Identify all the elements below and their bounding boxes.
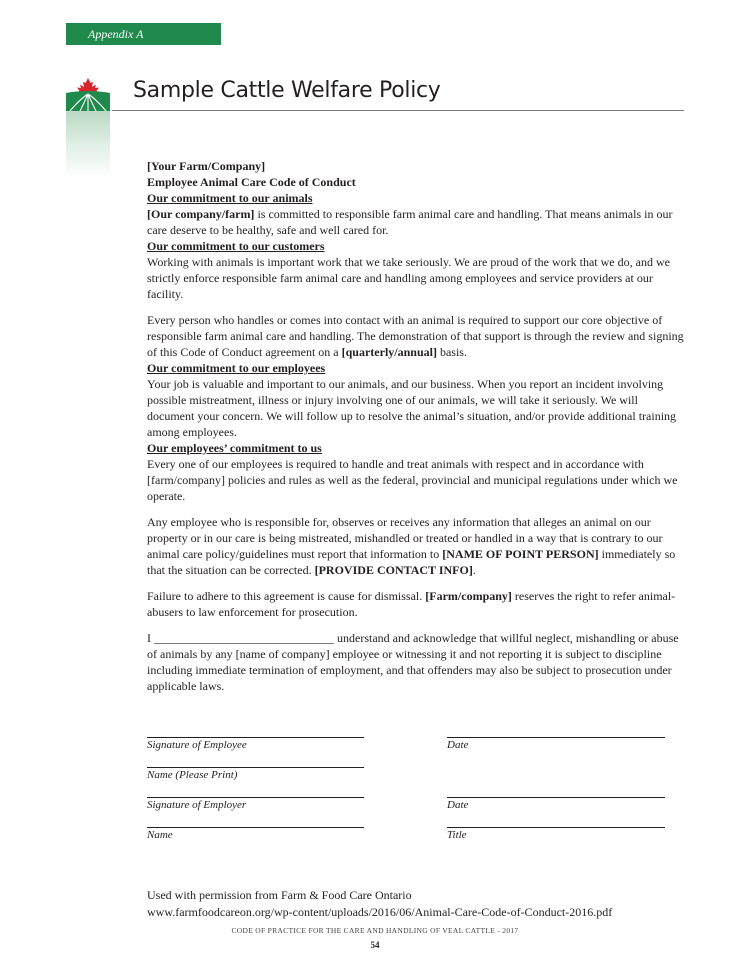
maple-leaf-field-logo	[66, 77, 110, 111]
title-rule	[112, 110, 684, 111]
permission-credit	[147, 887, 707, 921]
code-title: Employee Animal Care Code of Conduct	[147, 175, 356, 189]
title-label: Title	[447, 829, 467, 841]
side-gradient-bar	[66, 110, 110, 178]
employer-signature-label: Signature of Employer	[147, 799, 247, 811]
section-commitment-p2: Any employee who is responsible for, observes or receives any information that alleges an animal on our property or in our care is being mistreated, mishandled or treated or handled in a way that is contrary to our animal care policy/guidelines must report that information to [NAME OF POINT PERSON] immediately so that the situation can be corrected. [PROVIDE CONTACT INFO].	[147, 515, 676, 577]
employee-signature-label: Signature of Employee	[147, 739, 247, 751]
name-line[interactable]	[147, 827, 364, 828]
footer-code-line: CODE OF PRACTICE FOR THE CARE AND HANDLING OF VEAL CATTLE - 2017	[231, 926, 519, 935]
section-animals-text: [Our company/farm] is committed to responsible farm animal care and handling. That means animals in our care deserve to be healthy, safe and well cared for.	[147, 207, 673, 237]
signature-block	[147, 737, 667, 847]
employee-signature-line[interactable]	[147, 737, 364, 738]
section-animals-title: Our commitment to our animals	[147, 191, 313, 205]
date-label-1: Date	[447, 739, 469, 751]
credit-text: Used with permission from Farm & Food Care Ontario	[147, 888, 412, 902]
source-url[interactable]: www.farmfoodcareon.org/wp-content/uploads/2016/06/Animal-Care-Code-of-Conduct-2016.pdf	[147, 905, 613, 919]
code-of-conduct-body	[147, 158, 687, 694]
date-label-2: Date	[447, 799, 469, 811]
page-number: 54	[370, 940, 380, 950]
date-line-1[interactable]	[447, 737, 665, 738]
section-employees-title: Our commitment to our employees	[147, 361, 326, 375]
date-line-2[interactable]	[447, 797, 665, 798]
section-customers-title: Our commitment to our customers	[147, 239, 325, 253]
employer-signature-line[interactable]	[147, 797, 364, 798]
section-employees-text: Your job is valuable and important to our animals, and our business. When you report an incident involving possible mistreatment, illness or injury involving one of our animals, we will take it seriously. We will document your concern. We will follow up to resolve the animal’s situation, and/or provide additional training among employees.	[147, 377, 677, 439]
section-customers-p2: Every person who handles or comes into contact with an animal is required to support our core objective of responsible farm animal care and handling. The demonstration of that support is through the review and signing of this Code of Conduct agreement on a [quarterly/annual] basis.	[147, 313, 684, 359]
name-label: Name	[147, 829, 173, 841]
print-name-label: Name (Please Print)	[147, 769, 238, 781]
title-line[interactable]	[447, 827, 665, 828]
section-commitment-p1: Every one of our employees is required to handle and treat animals with respect and in accordance with [farm/company] policies and rules as well as the federal, provincial and municipal regulations under which we operate.	[147, 457, 678, 503]
appendix-tab	[66, 23, 221, 45]
section-commitment-p3: Failure to adhere to this agreement is cause for dismissal. [Farm/company] reserves the right to refer animal-abusers to law enforcement for prosecution.	[147, 589, 676, 619]
acknowledgement-text: I ______________________________ understand and acknowledge that willful neglect, mishandling or abuse of animals by any [name of company] employee or witnessing it and not reporting it is subject to discipline including immediate termination of employment, and that offenders may also be subject to prosecution under applicable laws.	[147, 631, 679, 693]
print-name-line[interactable]	[147, 767, 364, 768]
page-title: Sample Cattle Welfare Policy	[133, 78, 441, 103]
farm-placeholder-heading: [Your Farm/Company]	[147, 159, 266, 173]
appendix-label: Appendix A	[88, 27, 144, 41]
section-commitment-title: Our employees’ commitment to us	[147, 441, 322, 455]
section-customers-p1: Working with animals is important work that we take seriously. We are proud of the work that we do, and we strictly enforce responsible farm animal care and handling among employees and service providers at our facility.	[147, 255, 670, 301]
